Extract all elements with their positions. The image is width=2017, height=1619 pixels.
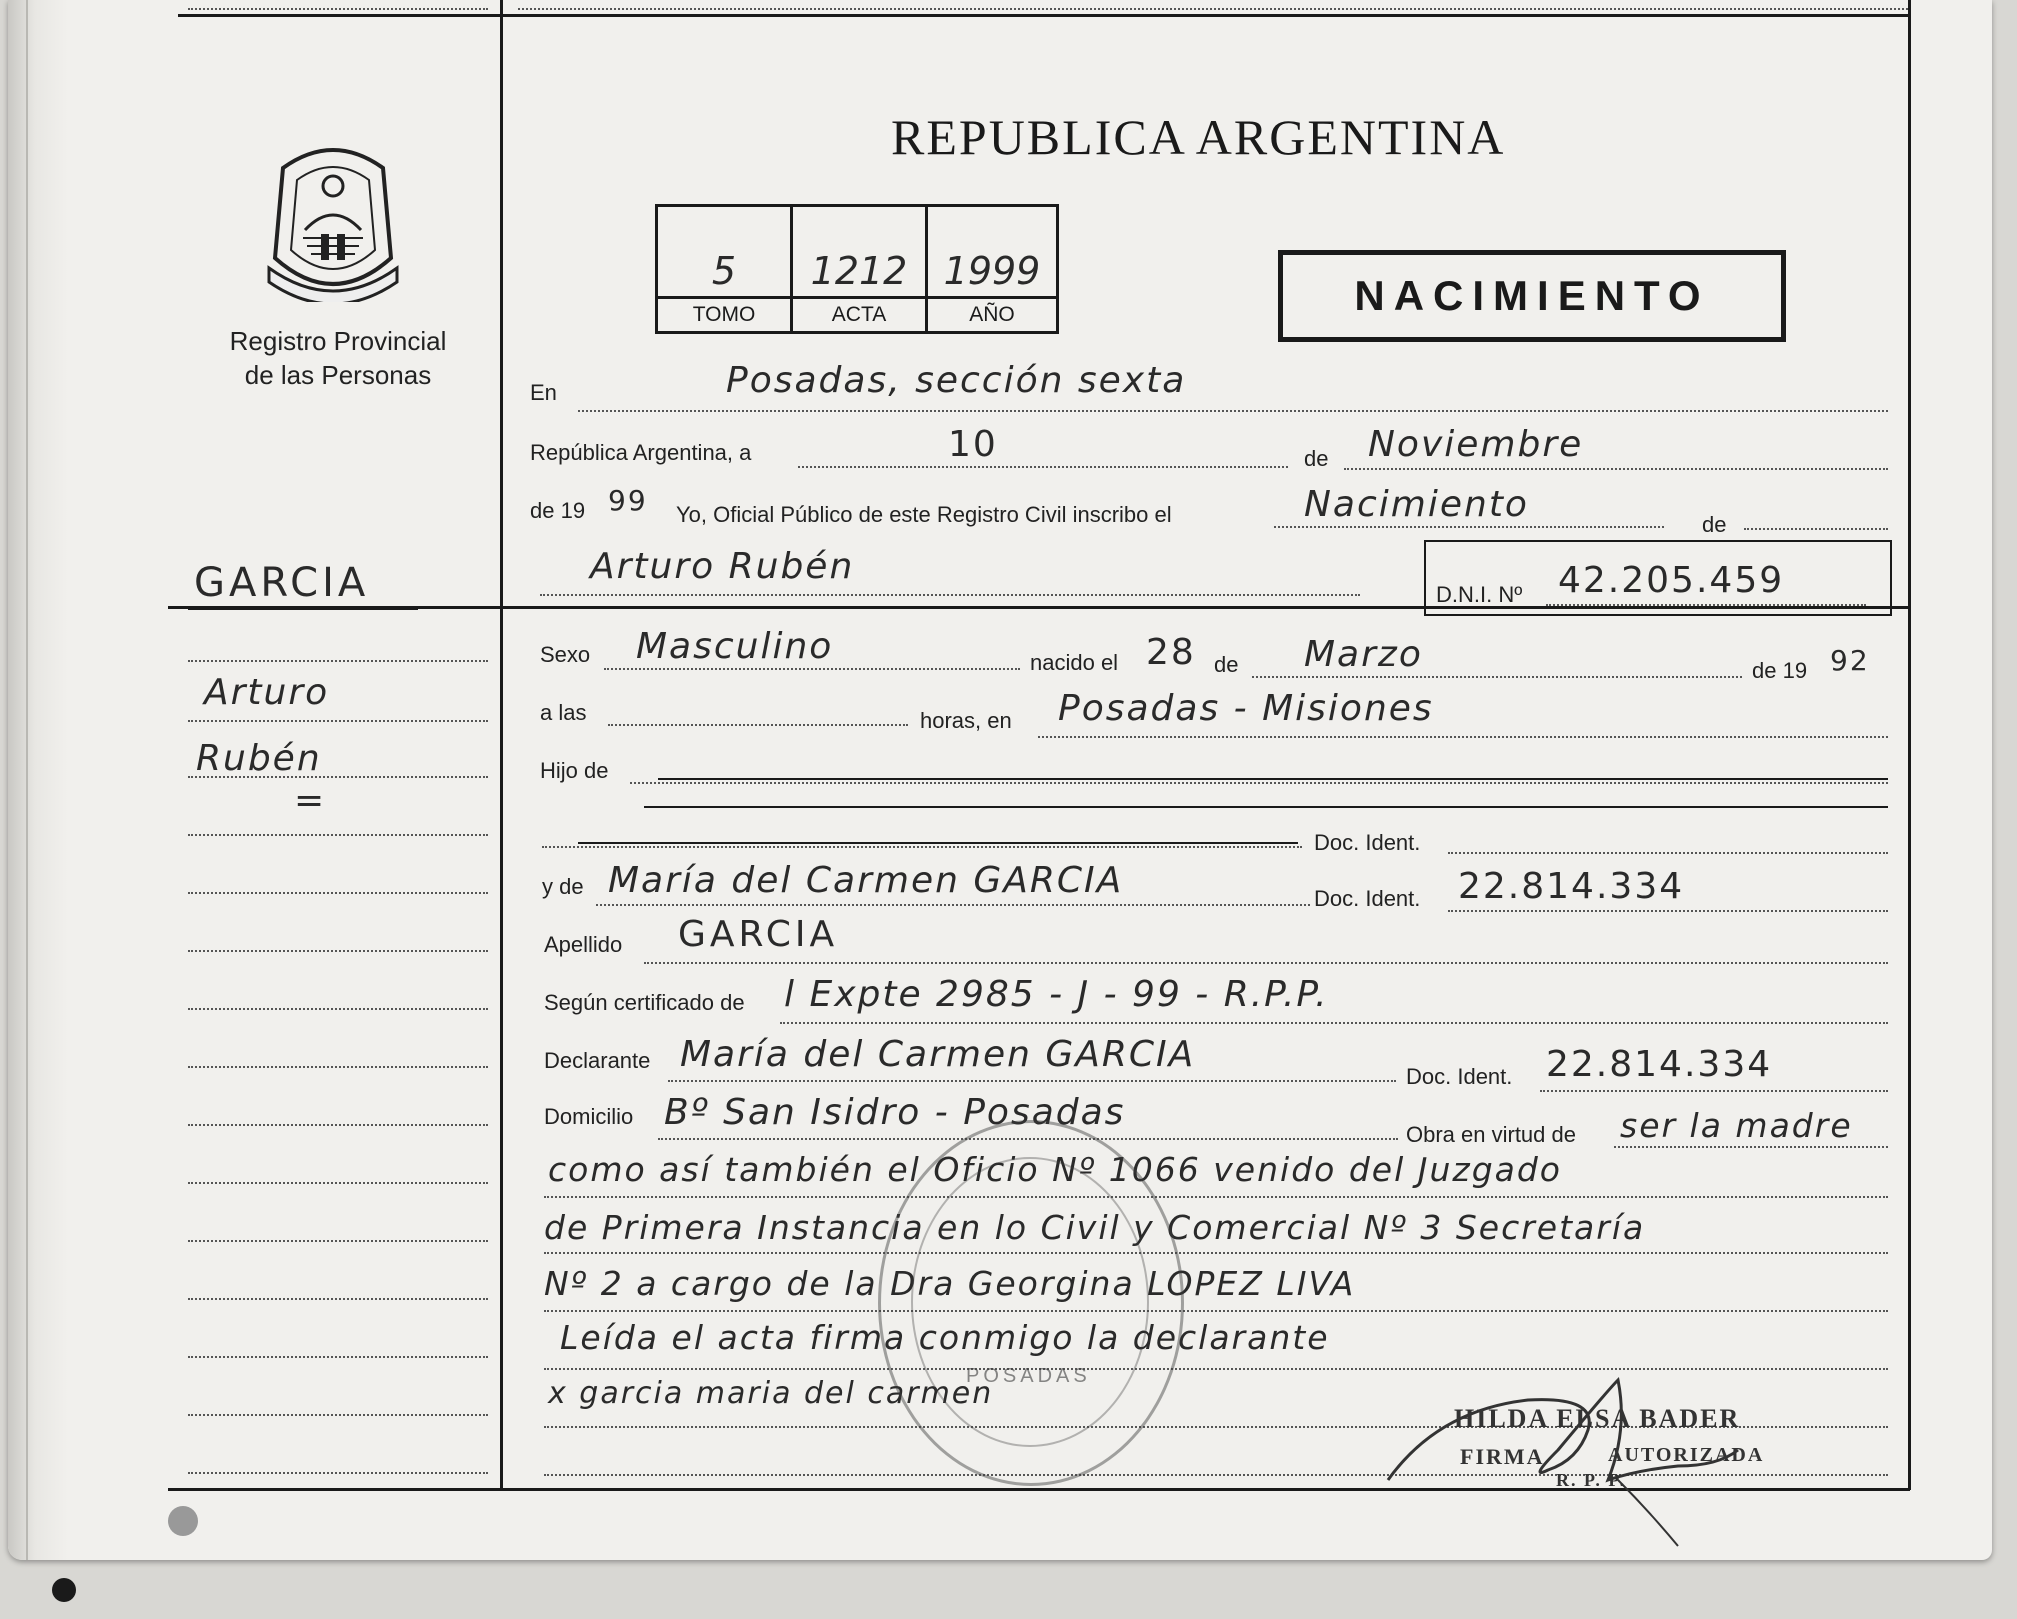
record-number-grid — [655, 204, 1059, 334]
note-line-2: de Primera Instancia en lo Civil y Comercial Nº 3 Secretaría — [544, 1208, 1646, 1247]
record-type-box: NACIMIENTO — [1278, 250, 1786, 342]
punch-hole-below — [52, 1578, 76, 1602]
en-label: En — [530, 380, 557, 405]
anio-cell — [928, 207, 1056, 331]
obra-value: ser la madre — [1620, 1106, 1853, 1145]
inscribe-line — [1274, 526, 1664, 528]
declarante-line — [668, 1080, 1396, 1082]
obra-line — [1614, 1146, 1888, 1148]
declarante-value: María del Carmen GARCIA — [680, 1034, 1196, 1075]
top-dotted-right — [518, 8, 1908, 10]
signature-autorizada: AUTORIZADA — [1608, 1444, 1765, 1466]
en-value: Posadas, sección sexta — [726, 360, 1187, 401]
registry-name — [193, 324, 483, 392]
doc-ident-label-2: Doc. Ident. — [1314, 886, 1421, 911]
month-value: Noviembre — [1368, 424, 1584, 465]
segun-label: Según certificado de — [544, 990, 745, 1015]
birth-place-line — [1038, 736, 1888, 738]
registry-line-2: de las Personas — [244, 360, 432, 390]
mother-line — [596, 904, 1310, 906]
margin-name-mark: = — [294, 780, 327, 821]
column-divider — [500, 0, 503, 1488]
hour-line — [608, 724, 908, 726]
acta-cell — [793, 207, 928, 331]
official-stamp — [878, 1120, 1184, 1486]
margin-line — [188, 720, 488, 722]
note-line-1: como así también el Oficio Nº 1066 venido del Juzgado — [548, 1150, 1562, 1189]
segun-line — [780, 1022, 1888, 1024]
birth-month: Marzo — [1304, 634, 1423, 675]
father-strike-2 — [644, 806, 1888, 808]
tomo-value: 5 — [711, 249, 737, 293]
top-border — [178, 14, 1910, 17]
margin-line — [188, 1240, 488, 1242]
signature-firma-label: FIRMA — [1460, 1444, 1545, 1469]
margin-line — [188, 950, 488, 952]
hijo-label: Hijo de — [540, 758, 609, 783]
declarante-doc: 22.814.334 — [1546, 1044, 1773, 1085]
yde-label: y de — [542, 874, 584, 899]
father-doc-strike — [578, 842, 1298, 844]
sexo-line — [604, 668, 1020, 670]
margin-first-name: Arturo — [204, 672, 330, 713]
declarante-doc-line — [1540, 1090, 1888, 1092]
margin-surname: GARCIA — [194, 560, 370, 606]
person-name-line — [540, 594, 1360, 596]
punch-hole — [168, 1506, 198, 1536]
birth-certificate-page — [8, 0, 1992, 1560]
father-doc-line-2 — [1448, 852, 1888, 854]
margin-line — [188, 1008, 488, 1010]
anio-value: 1999 — [943, 249, 1041, 293]
day-value: 10 — [948, 424, 998, 465]
note-line-5: x garcia maria del carmen — [548, 1376, 994, 1411]
domicilio-label: Domicilio — [544, 1104, 634, 1129]
acta-value: 1212 — [810, 249, 908, 293]
handwritten-signature-icon — [1378, 1370, 1758, 1550]
margin-line — [188, 1124, 488, 1126]
dni-line — [1546, 604, 1866, 606]
sexo-value: Masculino — [636, 626, 834, 667]
book-spine — [8, 0, 68, 1560]
note-line — [544, 1196, 1888, 1198]
anio-label: AÑO — [969, 303, 1015, 326]
birth-year-prefix: de 19 — [1752, 658, 1808, 683]
year-prefix: de 19 — [530, 498, 586, 523]
month-line — [1344, 468, 1888, 470]
apellido-label: Apellido — [544, 932, 623, 957]
top-dotted-left — [188, 8, 488, 10]
de-label: de — [1304, 446, 1329, 471]
day-line — [798, 466, 1288, 468]
margin-line — [188, 1298, 488, 1300]
acta-label: ACTA — [831, 303, 887, 326]
mother-doc-line — [1448, 910, 1888, 912]
birth-place: Posadas - Misiones — [1058, 688, 1434, 729]
provincial-emblem-icon — [263, 138, 403, 302]
dni-value: 42.205.459 — [1558, 560, 1785, 601]
father-strike — [658, 778, 1888, 780]
margin-surname-underline — [188, 607, 418, 610]
obra-label: Obra en virtud de — [1406, 1122, 1576, 1147]
stamp-center-text: POSADAS — [966, 1365, 1091, 1387]
segun-value: l Expte 2985 - J - 99 - R.P.P. — [784, 974, 1329, 1015]
dni-label: D.N.I. Nº — [1436, 582, 1523, 607]
mother-doc: 22.814.334 — [1458, 866, 1685, 907]
margin-line — [188, 1356, 488, 1358]
birth-month-line — [1252, 676, 1742, 678]
signature-rpp: R. P. P. — [1556, 1470, 1627, 1490]
tomo-label: TOMO — [692, 303, 756, 326]
note-line — [544, 1310, 1888, 1312]
alas-label: a las — [540, 700, 587, 725]
margin-line — [188, 892, 488, 894]
margin-line — [188, 834, 488, 836]
margin-line — [188, 1182, 488, 1184]
apellido-value: GARCIA — [678, 914, 839, 955]
apellido-line — [644, 962, 1888, 964]
margin-line — [188, 1472, 488, 1474]
nacido-label: nacido el — [1030, 650, 1119, 675]
margin-second-name: Rubén — [196, 738, 322, 779]
inscribe-value: Nacimiento — [1304, 484, 1529, 525]
official-text: Yo, Oficial Público de este Registro Civil inscribo el — [676, 502, 1172, 527]
note-line-3: Nº 2 a cargo de la Dra Georgina LOPEZ LIVA — [544, 1264, 1356, 1303]
margin-line — [188, 660, 488, 662]
declarante-label: Declarante — [544, 1048, 651, 1073]
de-label-2: de — [1702, 512, 1727, 537]
horas-label: horas, en — [920, 708, 1012, 733]
father-doc-line — [542, 846, 1302, 848]
mother-name: María del Carmen GARCIA — [608, 860, 1124, 901]
registry-line-1: Registro Provincial — [229, 326, 447, 356]
note-line-4: Leída el acta firma conmigo la declarante — [560, 1318, 1330, 1357]
birth-year-suffix: 92 — [1830, 644, 1870, 677]
margin-line — [188, 1066, 488, 1068]
de-line — [1744, 528, 1888, 530]
tomo-cell — [658, 207, 793, 331]
en-line — [578, 410, 1888, 412]
signature-name: HILDA ELSA BADER — [1454, 1404, 1741, 1433]
de-label-3: de — [1214, 652, 1239, 677]
republica-label: República Argentina, a — [530, 440, 752, 465]
birth-day: 28 — [1146, 632, 1196, 673]
right-border — [1908, 0, 1911, 1490]
sexo-label: Sexo — [540, 642, 591, 667]
margin-line — [188, 1414, 488, 1416]
year-suffix: 99 — [608, 484, 648, 517]
doc-ident-label-3: Doc. Ident. — [1406, 1064, 1513, 1089]
note-line — [544, 1252, 1888, 1254]
domicilio-value: Bº San Isidro - Posadas — [664, 1092, 1126, 1133]
country-title: REPUBLICA ARGENTINA — [891, 109, 1506, 165]
doc-ident-label: Doc. Ident. — [1314, 830, 1421, 855]
father-line — [630, 782, 1888, 784]
margin-line — [188, 776, 488, 778]
person-name: Arturo Rubén — [590, 546, 855, 587]
